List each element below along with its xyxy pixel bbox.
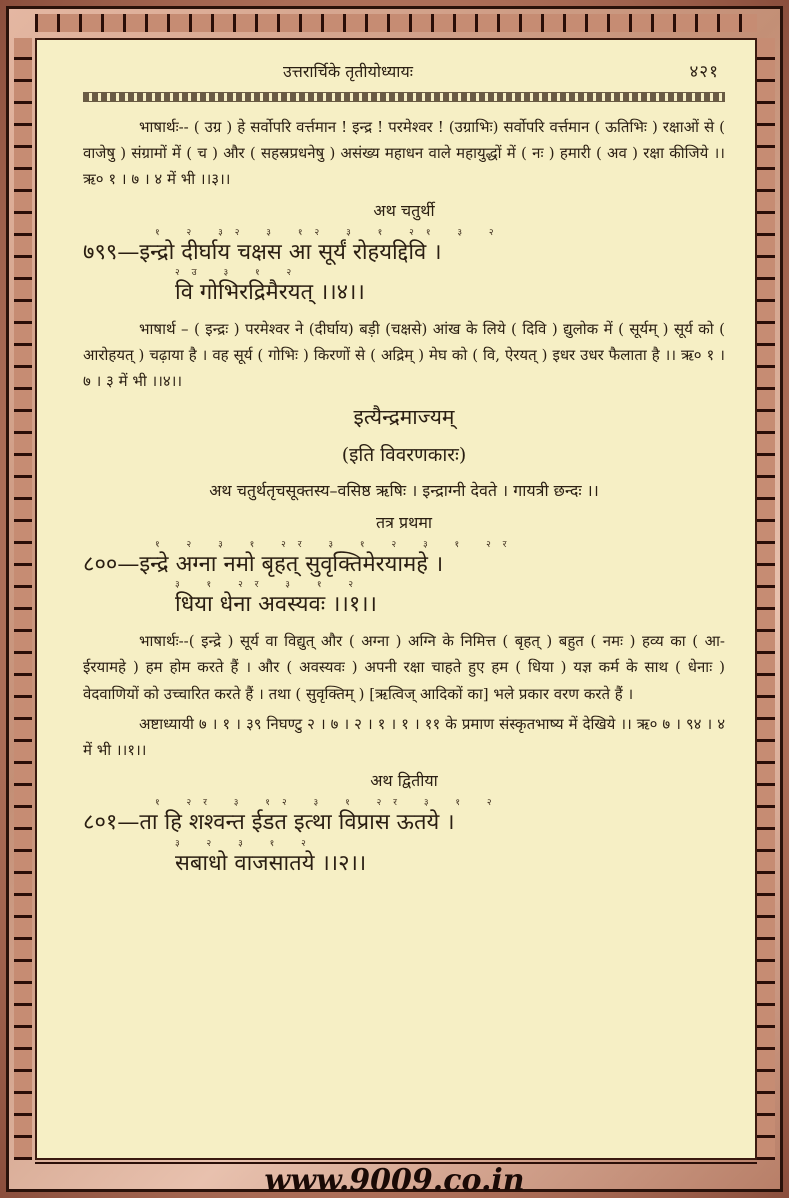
paragraph-translation-4: भाषार्थ – ( इन्द्रः ) परमेश्वर ने (दीर्घाय) बड़ी (चक्षसे) आंख के लिये ( दिवि ) द्युलोक में ( सूर्यम् ) सूर्य को ( आरोहयत् ) चढ़ाया है । वह सूर्य ( गोभिः ) किरणों से ( अद्रिम् ) मेघ को ( वि, ऐरयत् ) इधर उधर फैलाता है ।। ऋ० १ । ७ । ३ में भी ।।४।। — [83, 319, 725, 391]
mantra-800-accent-marks: १ २ ३ १ २र ३ १ २ ३ १ २र — [155, 539, 519, 550]
mantra-801-accent-marks: १ २र ३ १२ ३ १ २र ३ १ २ — [155, 798, 504, 809]
frame-border-right — [757, 38, 775, 1160]
paragraph-reference: अष्टाध्यायी ७ । १ । ३९ निघण्टु २ । ७ । २ । १ । १ । ११ के प्रमाण संस्कृतभाष्य में देखिये ।। ऋ० ७ । ९४ । ४ में भी ।।१।। — [83, 714, 725, 759]
watermark-url: www.9009.co.in — [264, 1163, 525, 1198]
mantra-800-accent-marks-2: ३ १ २र ३ १ २ — [175, 580, 366, 591]
page-header — [83, 58, 725, 88]
paragraph-translation-3: भाषार्थः-- ( उग्र ) हे सर्वोपरि वर्त्तमान ! इन्द्र ! परमेश्वर ! (उग्राभिः) सर्वोपरि वर्त्तमान ( ऊतिभिः ) रक्षाओं से ( वाजेषु ) संग्रामों में ( च ) और ( सहस्रप्रधनेषु ) असंख्य महाधन वाले महायुद्धों में ( नः ) हमारी ( अव ) रक्षा कीजिये ।। ऋ० १ । ७ । ४ में भी ।।३।। — [83, 117, 725, 189]
mantra-799-line-2: वि गोभिरद्रिमैरयत् ।।४।। — [175, 280, 365, 306]
frame-border-left — [14, 38, 32, 1160]
sukta-info: अथ चतुर्थतृचसूक्तस्य–वसिष्ठ ऋषिः । इन्द्राग्नी देवते । गायत्री छन्दः ।। — [209, 480, 599, 500]
section-heading-dvitiya: अथ द्वितीया — [370, 771, 438, 791]
section-heading-aindram: इत्यैन्द्रमाज्यम् — [353, 404, 455, 429]
mantra-800-line-1: ८००—इन्द्रे अग्ना नमो बृहत् सुवृक्तिमेरयामहे । — [83, 551, 444, 577]
page-title: उत्तरार्चिके तृतीयोध्यायः — [283, 62, 413, 81]
mantra-801-line-1: ८०१—ता हि शश्वन्त ईडत इत्था विप्रास ऊतये । — [83, 810, 455, 836]
section-subheading-vivaranakarah: (इति विवरणकारः) — [341, 444, 467, 467]
mantra-801-line-2: सबाधो वाजसातये ।।२।। — [175, 850, 367, 876]
frame-border-top — [35, 14, 757, 32]
page-number: ४२१ — [689, 62, 719, 82]
mantra-799-line-1: ७९९—इन्द्रो दीर्घाय चक्षस आ सूर्यं रोहयद्दिवि । — [83, 239, 442, 265]
header-divider — [83, 92, 725, 102]
section-heading-prathama: तत्र प्रथमा — [375, 512, 433, 532]
mantra-799-accent-marks-2: २उ ३ १ २ — [175, 268, 304, 279]
paragraph-translation-1: भाषार्थः--( इन्द्रे ) सूर्य वा विद्युत् और ( अग्ना ) अग्नि के निमित्त ( बृहत् ) बहुत ( नमः ) हव्य का ( आ-ईरयामहे ) हम होम करते हैं । और ( अवस्यवः ) अपनी रक्षा चाहते हुए हम ( धिया ) यज्ञ कर्म के साथ ( धेनाः ) वेदवाणियों को उच्चारित करते हैं । तथा ( सुवृक्तिम् ) [ऋत्विज् आदिकों का] भले प्रकार वरण करते हैं । — [83, 632, 725, 703]
mantra-800-line-2: धिया धेना अवस्यवः ।।१।। — [175, 592, 377, 618]
mantra-799-accent-marks: १ २ ३२ ३ १२ ३ १ २१ ३ २ — [155, 227, 506, 238]
section-heading-chaturthi: अथ चतुर्थी — [373, 200, 435, 220]
document-page — [35, 38, 757, 1160]
mantra-801-accent-marks-2: ३ २ ३ १ २ — [175, 838, 318, 849]
